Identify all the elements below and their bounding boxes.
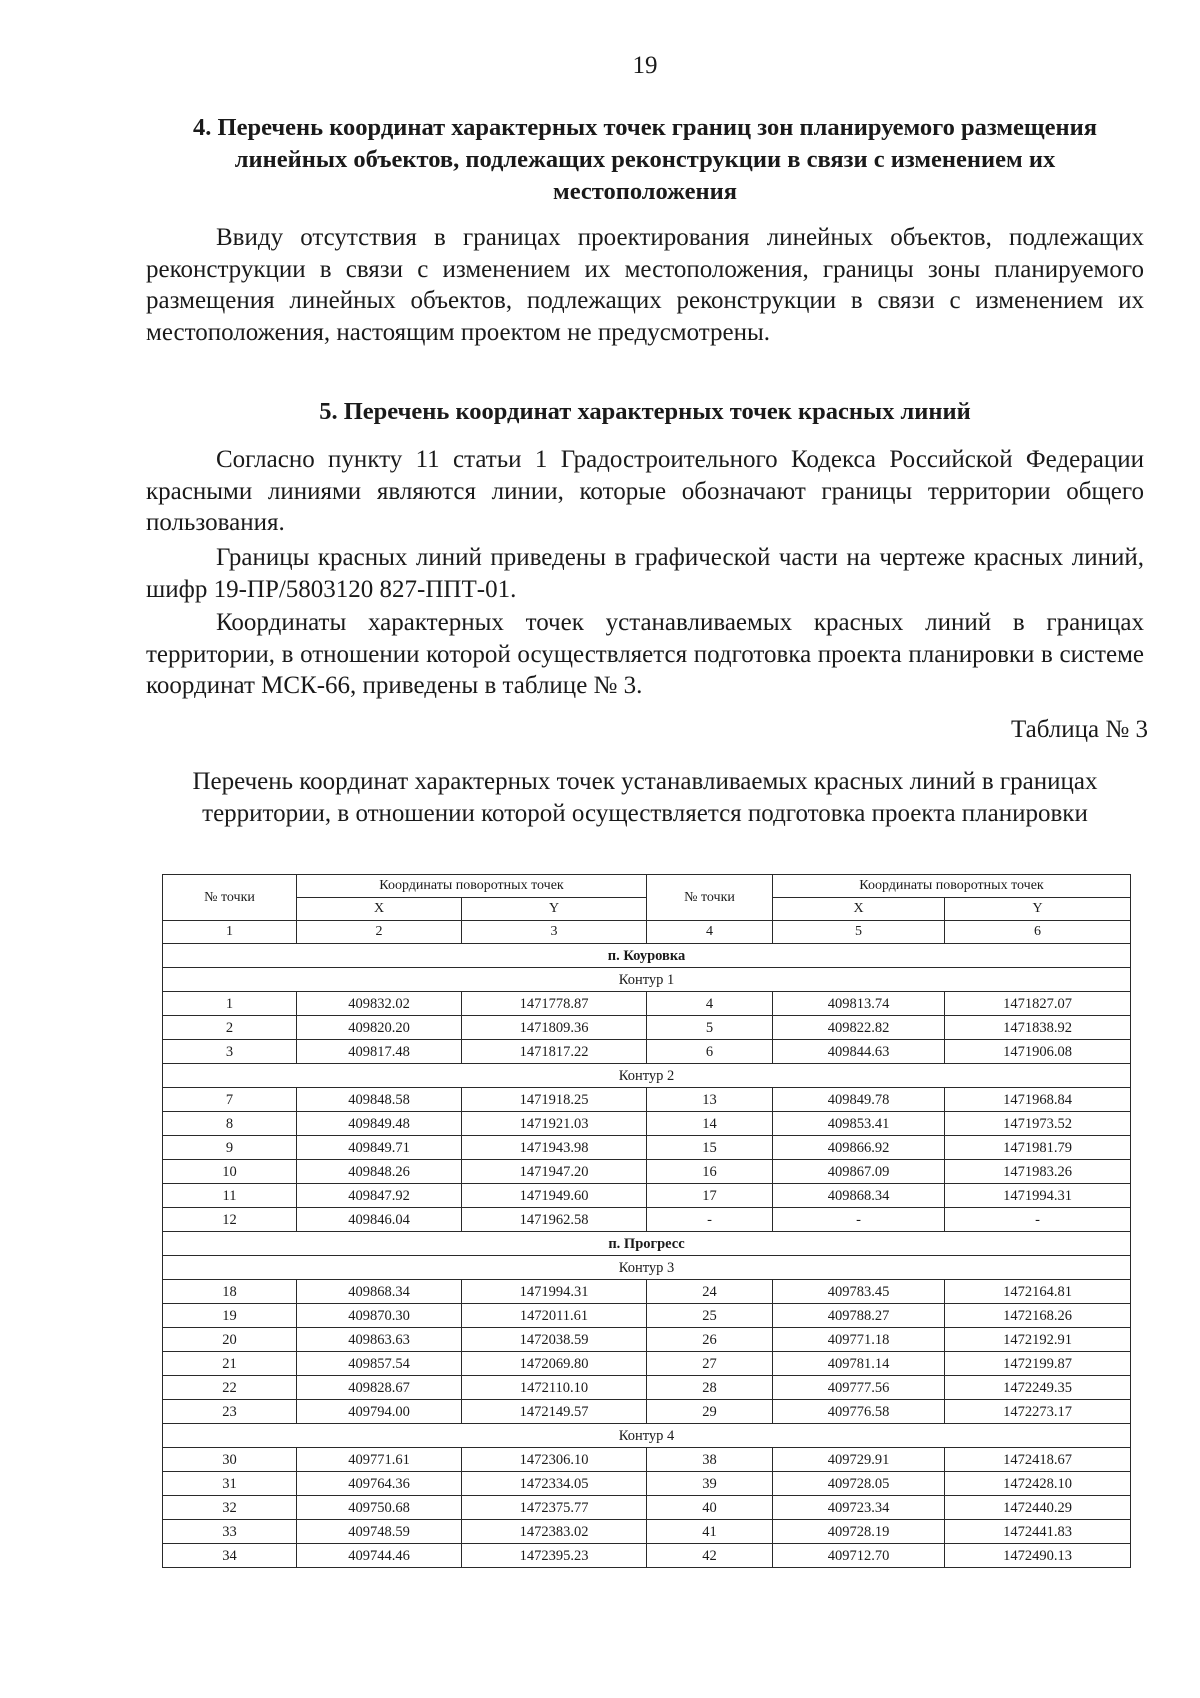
- table-cell: 1472440.29: [945, 1496, 1131, 1520]
- table-cell: 21: [163, 1352, 297, 1376]
- table-cell: 409863.63: [297, 1328, 462, 1352]
- header-point-no-left: № точки: [163, 875, 297, 921]
- column-number: 5: [773, 921, 945, 944]
- table-cell: 1472428.10: [945, 1472, 1131, 1496]
- table-cell: 1472395.23: [462, 1544, 647, 1568]
- table-row: [163, 1328, 1131, 1352]
- table-cell: 27: [647, 1352, 773, 1376]
- header-point-no-right: № точки: [647, 875, 773, 921]
- column-number: 4: [647, 921, 773, 944]
- table-cell: 409771.18: [773, 1328, 945, 1352]
- table-cell: 409832.02: [297, 992, 462, 1016]
- table-cell: -: [773, 1208, 945, 1232]
- table-row: [163, 1472, 1131, 1496]
- table-row: [163, 1040, 1131, 1064]
- table-cell: 409870.30: [297, 1304, 462, 1328]
- table-cell: 409783.45: [773, 1280, 945, 1304]
- table-row: [163, 1304, 1131, 1328]
- table-row: [163, 992, 1131, 1016]
- table-cell: 1472164.81: [945, 1280, 1131, 1304]
- header-coords-right: Координаты поворотных точек: [773, 875, 1131, 898]
- table-title: Перечень координат характерных точек устанавливаемых красных линий в границах территории, в отношении которой осуществляется подготовка проекта планировки: [192, 768, 1098, 827]
- table-cell: 1472334.05: [462, 1472, 647, 1496]
- table-cell: 1472249.35: [945, 1376, 1131, 1400]
- table-cell: 409764.36: [297, 1472, 462, 1496]
- contour-row: [163, 1424, 1131, 1448]
- contour-row: [163, 1064, 1131, 1088]
- table-cell: 409723.34: [773, 1496, 945, 1520]
- table-cell: 409867.09: [773, 1160, 945, 1184]
- header-y-right: Y: [945, 898, 1131, 921]
- header-x-left: X: [297, 898, 462, 921]
- table-cell: 409712.70: [773, 1544, 945, 1568]
- contour-title: Контур 2: [163, 1064, 1131, 1088]
- table-cell: 19: [163, 1304, 297, 1328]
- table-cell: 409817.48: [297, 1040, 462, 1064]
- table-cell: 4: [647, 992, 773, 1016]
- settlement-title: п. Прогресс: [163, 1232, 1131, 1256]
- table-cell: 29: [647, 1400, 773, 1424]
- table-cell: 1472069.80: [462, 1352, 647, 1376]
- table-row: [163, 1208, 1131, 1232]
- table-number-label: Таблица № 3: [1010, 716, 1148, 743]
- table-cell: 17: [647, 1184, 773, 1208]
- header-x-right: X: [773, 898, 945, 921]
- table-row: [163, 1448, 1131, 1472]
- table-cell: 40: [647, 1496, 773, 1520]
- column-number: 1: [163, 921, 297, 944]
- table-cell: 23: [163, 1400, 297, 1424]
- table-cell: 1471838.92: [945, 1016, 1131, 1040]
- table-cell: 26: [647, 1328, 773, 1352]
- section-4-paragraph: Ввиду отсутствия в границах проектирования линейных объектов, подлежащих реконструкции в связи с изменением их местоположения, границы зоны планируемого размещения линейных объектов, подлежащих реконструкции в связи с изменением их местоположения, настоящим проектом не предусмотрены.: [146, 224, 1144, 346]
- table-cell: 42: [647, 1544, 773, 1568]
- section-5-paragraph-2: Границы красных линий приведены в графической части на чертеже красных линий, шифр 19-ПР/5803120 827-ППТ-01.: [146, 544, 1144, 603]
- table-row: [163, 1496, 1131, 1520]
- table-cell: 409794.00: [297, 1400, 462, 1424]
- table-cell: 1472110.10: [462, 1376, 647, 1400]
- table-cell: 1472375.77: [462, 1496, 647, 1520]
- contour-title: Контур 3: [163, 1256, 1131, 1280]
- table-cell: 6: [647, 1040, 773, 1064]
- table-cell: 22: [163, 1376, 297, 1400]
- table-row: [163, 1280, 1131, 1304]
- table-cell: 25: [647, 1304, 773, 1328]
- table-cell: 1: [163, 992, 297, 1016]
- settlement-row: [163, 1232, 1131, 1256]
- table-cell: 409729.91: [773, 1448, 945, 1472]
- table-cell: 1471973.52: [945, 1112, 1131, 1136]
- table-row: [163, 1520, 1131, 1544]
- table-cell: 8: [163, 1112, 297, 1136]
- table-cell: 18: [163, 1280, 297, 1304]
- table-row: [163, 1352, 1131, 1376]
- table-row: [163, 1112, 1131, 1136]
- table-cell: 409750.68: [297, 1496, 462, 1520]
- table-cell: 409848.58: [297, 1088, 462, 1112]
- table-cell: 409866.92: [773, 1136, 945, 1160]
- column-number: 6: [945, 921, 1131, 944]
- table-cell: 409853.41: [773, 1112, 945, 1136]
- table-row: [163, 1400, 1131, 1424]
- table-cell: 1471921.03: [462, 1112, 647, 1136]
- table-cell: 409868.34: [773, 1184, 945, 1208]
- table-cell: 12: [163, 1208, 297, 1232]
- page-number: 19: [632, 52, 658, 79]
- table-cell: 409846.04: [297, 1208, 462, 1232]
- table-cell: 409868.34: [297, 1280, 462, 1304]
- table-cell: 3: [163, 1040, 297, 1064]
- coordinates-table: [162, 874, 1131, 1568]
- table-cell: 409822.82: [773, 1016, 945, 1040]
- table-cell: 409849.71: [297, 1136, 462, 1160]
- table-row: [163, 1088, 1131, 1112]
- table-cell: 409776.58: [773, 1400, 945, 1424]
- table-cell: 13: [647, 1088, 773, 1112]
- table-cell: 1471949.60: [462, 1184, 647, 1208]
- table-cell: 1472168.26: [945, 1304, 1131, 1328]
- column-number: 3: [462, 921, 647, 944]
- table-cell: 32: [163, 1496, 297, 1520]
- table-cell: 10: [163, 1160, 297, 1184]
- table-cell: -: [945, 1208, 1131, 1232]
- table-cell: 41: [647, 1520, 773, 1544]
- table-cell: 1471817.22: [462, 1040, 647, 1064]
- table-cell: 1471778.87: [462, 992, 647, 1016]
- table-row: [163, 1376, 1131, 1400]
- table-cell: 1472038.59: [462, 1328, 647, 1352]
- settlement-title: п. Коуровка: [163, 944, 1131, 968]
- contour-title: Контур 1: [163, 968, 1131, 992]
- table-row: [163, 1136, 1131, 1160]
- contour-title: Контур 4: [163, 1424, 1131, 1448]
- table-cell: 16: [647, 1160, 773, 1184]
- table-cell: 1472383.02: [462, 1520, 647, 1544]
- table-cell: 38: [647, 1448, 773, 1472]
- table-cell: 2: [163, 1016, 297, 1040]
- table-cell: 1472149.57: [462, 1400, 647, 1424]
- table-cell: 1472418.67: [945, 1448, 1131, 1472]
- table-cell: 24: [647, 1280, 773, 1304]
- table-cell: 14: [647, 1112, 773, 1136]
- table-cell: 1471809.36: [462, 1016, 647, 1040]
- table-cell: 409771.61: [297, 1448, 462, 1472]
- settlement-row: [163, 944, 1131, 968]
- table-cell: 1471994.31: [462, 1280, 647, 1304]
- table-row: [163, 1544, 1131, 1568]
- table-cell: 1472273.17: [945, 1400, 1131, 1424]
- table-header-row: [163, 875, 1131, 898]
- table-cell: -: [647, 1208, 773, 1232]
- table-cell: 409828.67: [297, 1376, 462, 1400]
- table-cell: 409813.74: [773, 992, 945, 1016]
- table-row: [163, 1016, 1131, 1040]
- table-cell: 409848.26: [297, 1160, 462, 1184]
- table-cell: 1472011.61: [462, 1304, 647, 1328]
- contour-row: [163, 968, 1131, 992]
- column-numbers-row: [163, 921, 1131, 944]
- table-cell: 1472192.91: [945, 1328, 1131, 1352]
- table-cell: 28: [647, 1376, 773, 1400]
- section-5-paragraph-1: Согласно пункту 11 статьи 1 Градостроительного Кодекса Российской Федерации красными линиями являются линии, которые обозначают границы территории общего пользования.: [146, 446, 1144, 536]
- header-y-left: Y: [462, 898, 647, 921]
- table-cell: 409847.92: [297, 1184, 462, 1208]
- table-cell: 409781.14: [773, 1352, 945, 1376]
- table-cell: 1471981.79: [945, 1136, 1131, 1160]
- section-4-heading: 4. Перечень координат характерных точек границ зон планируемого размещения линейных объектов, подлежащих реконструкции в связи с изменением их местоположения: [193, 114, 1097, 205]
- table-cell: 20: [163, 1328, 297, 1352]
- table-cell: 409744.46: [297, 1544, 462, 1568]
- table-cell: 409857.54: [297, 1352, 462, 1376]
- table-cell: 1471906.08: [945, 1040, 1131, 1064]
- table-cell: 1471947.20: [462, 1160, 647, 1184]
- table-cell: 9: [163, 1136, 297, 1160]
- table-cell: 5: [647, 1016, 773, 1040]
- table-cell: 7: [163, 1088, 297, 1112]
- section-5-paragraph-3: Координаты характерных точек устанавливаемых красных линий в границах территории, в отношении которой осуществляется подготовка проекта планировки в системе координат МСК-66, приведены в таблице № 3.: [146, 609, 1144, 699]
- table-cell: 409844.63: [773, 1040, 945, 1064]
- table-cell: 409849.78: [773, 1088, 945, 1112]
- table-cell: 409820.20: [297, 1016, 462, 1040]
- table-cell: 1471968.84: [945, 1088, 1131, 1112]
- table-cell: 1472490.13: [945, 1544, 1131, 1568]
- table-cell: 34: [163, 1544, 297, 1568]
- table-cell: 409788.27: [773, 1304, 945, 1328]
- header-coords-left: Координаты поворотных точек: [297, 875, 647, 898]
- table-cell: 1471962.58: [462, 1208, 647, 1232]
- table-cell: 39: [647, 1472, 773, 1496]
- table-cell: 11: [163, 1184, 297, 1208]
- table-cell: 33: [163, 1520, 297, 1544]
- table-cell: 409748.59: [297, 1520, 462, 1544]
- table-cell: 409728.19: [773, 1520, 945, 1544]
- table-cell: 30: [163, 1448, 297, 1472]
- table-cell: 1472441.83: [945, 1520, 1131, 1544]
- table-cell: 1471943.98: [462, 1136, 647, 1160]
- table-cell: 1471994.31: [945, 1184, 1131, 1208]
- table-cell: 1471983.26: [945, 1160, 1131, 1184]
- table-cell: 409849.48: [297, 1112, 462, 1136]
- table-cell: 31: [163, 1472, 297, 1496]
- table-row: [163, 1160, 1131, 1184]
- section-5-heading: 5. Перечень координат характерных точек красных линий: [319, 398, 971, 425]
- table-cell: 15: [647, 1136, 773, 1160]
- table-cell: 1472306.10: [462, 1448, 647, 1472]
- table-cell: 1471827.07: [945, 992, 1131, 1016]
- column-number: 2: [297, 921, 462, 944]
- table-cell: 1471918.25: [462, 1088, 647, 1112]
- table-cell: 1472199.87: [945, 1352, 1131, 1376]
- contour-row: [163, 1256, 1131, 1280]
- table-cell: 409777.56: [773, 1376, 945, 1400]
- table-cell: 409728.05: [773, 1472, 945, 1496]
- table-row: [163, 1184, 1131, 1208]
